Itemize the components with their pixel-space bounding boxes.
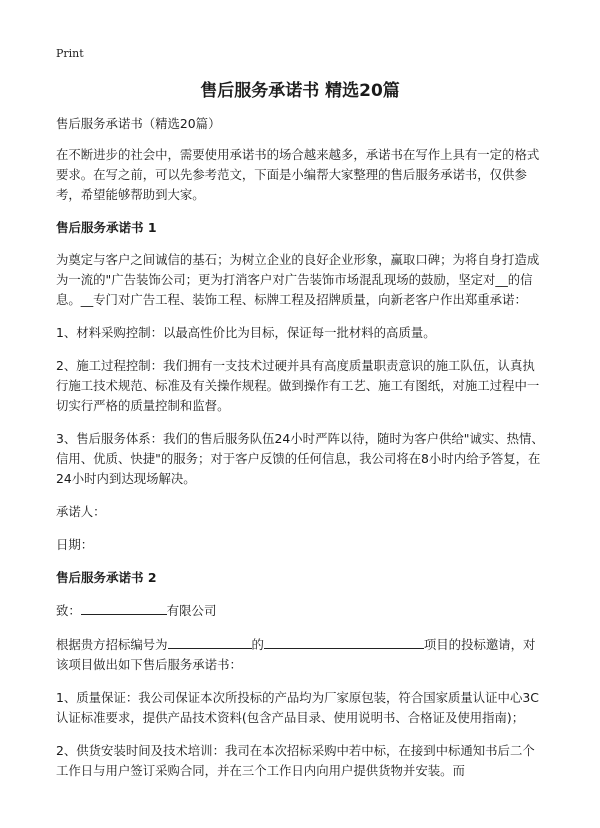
- section1-item-3: 3、售后服务体系：我们的售后服务队伍24小时严阵以待，随时为客户供给"诚实、热情、信用、优质、快捷"的服务；对于客户反馈的任何信息，我公司将在8小时内给予答复，在24小时内到达现场解决。: [56, 431, 544, 486]
- bid-reference-paragraph: [56, 634, 544, 675]
- page-title: 售后服务承诺书 精选20篇: [200, 81, 400, 101]
- document-subtitle: 售后服务承诺书（精选20篇）: [56, 116, 221, 131]
- bid-number-blank: [168, 634, 252, 649]
- print-label: Print: [56, 47, 84, 60]
- section-heading-2: 售后服务承诺书 2: [56, 570, 157, 585]
- section1-item-2: 2、施工过程控制：我们拥有一支技术过硬并具有高度质量职责意识的施工队伍，认真执行施工技术规范、标准及有关操作规程。做到操作有工艺、施工有图纸，对施工过程中一切实行严格的质量控制和监督。: [56, 358, 540, 413]
- bid-text-2: 的: [251, 637, 264, 652]
- section-heading-1: 售后服务承诺书 1: [56, 220, 157, 235]
- section2-item-2: 2、供货安装时间及技术培训：我司在本次招标采购中若中标，在接到中标通知书后二个工作日与用户签订采购合同，并在三个工作日内向用户提供货物并安装。而: [56, 743, 535, 778]
- promisor-line: 承诺人：: [56, 504, 106, 519]
- intro-paragraph: 在不断进步的社会中，需要使用承诺书的场合越来越多，承诺书在写作上具有一定的格式要求。在写之前，可以先参考范文，下面是小编帮大家整理的售后服务承诺书，仅供参考，希望能够帮助到大家。: [56, 147, 540, 202]
- addressee-suffix: 有限公司: [166, 603, 217, 618]
- bid-text-1: 根据贵方招标编号为: [56, 637, 168, 652]
- section1-paragraph: 为奠定与客户之间诚信的基石；为树立企业的良好企业形象，赢取口碑；为将自身打造成为一流的"广告装饰公司；更为打消客户对广告装饰市场混乱现场的鼓励，坚定对__的信息。__专门对广告工程、装饰工程、标牌工程及招牌质量，向新老客户作出郑重承诺：: [56, 252, 540, 307]
- addressee-line: [56, 600, 544, 621]
- project-name-blank: [264, 634, 424, 649]
- date-line: 日期：: [56, 537, 94, 552]
- bid-text-3: 项目的投标邀请，对该项目做出如下售后服务承诺书：: [56, 637, 536, 672]
- section2-item-1: 1、质量保证：我公司保证本次所投标的产品均为厂家原包装，符合国家质量认证中心3C认证标准要求，提供产品技术资料(包含产品目录、使用说明书、合格证及使用指南)；: [56, 690, 539, 725]
- section1-item-1: 1、材料采购控制：以最高性价比为目标，保证每一批材料的高质量。: [56, 325, 436, 340]
- addressee-blank: [81, 600, 167, 615]
- document-body: [56, 80, 544, 794]
- addressee-prefix: 致：: [56, 603, 81, 618]
